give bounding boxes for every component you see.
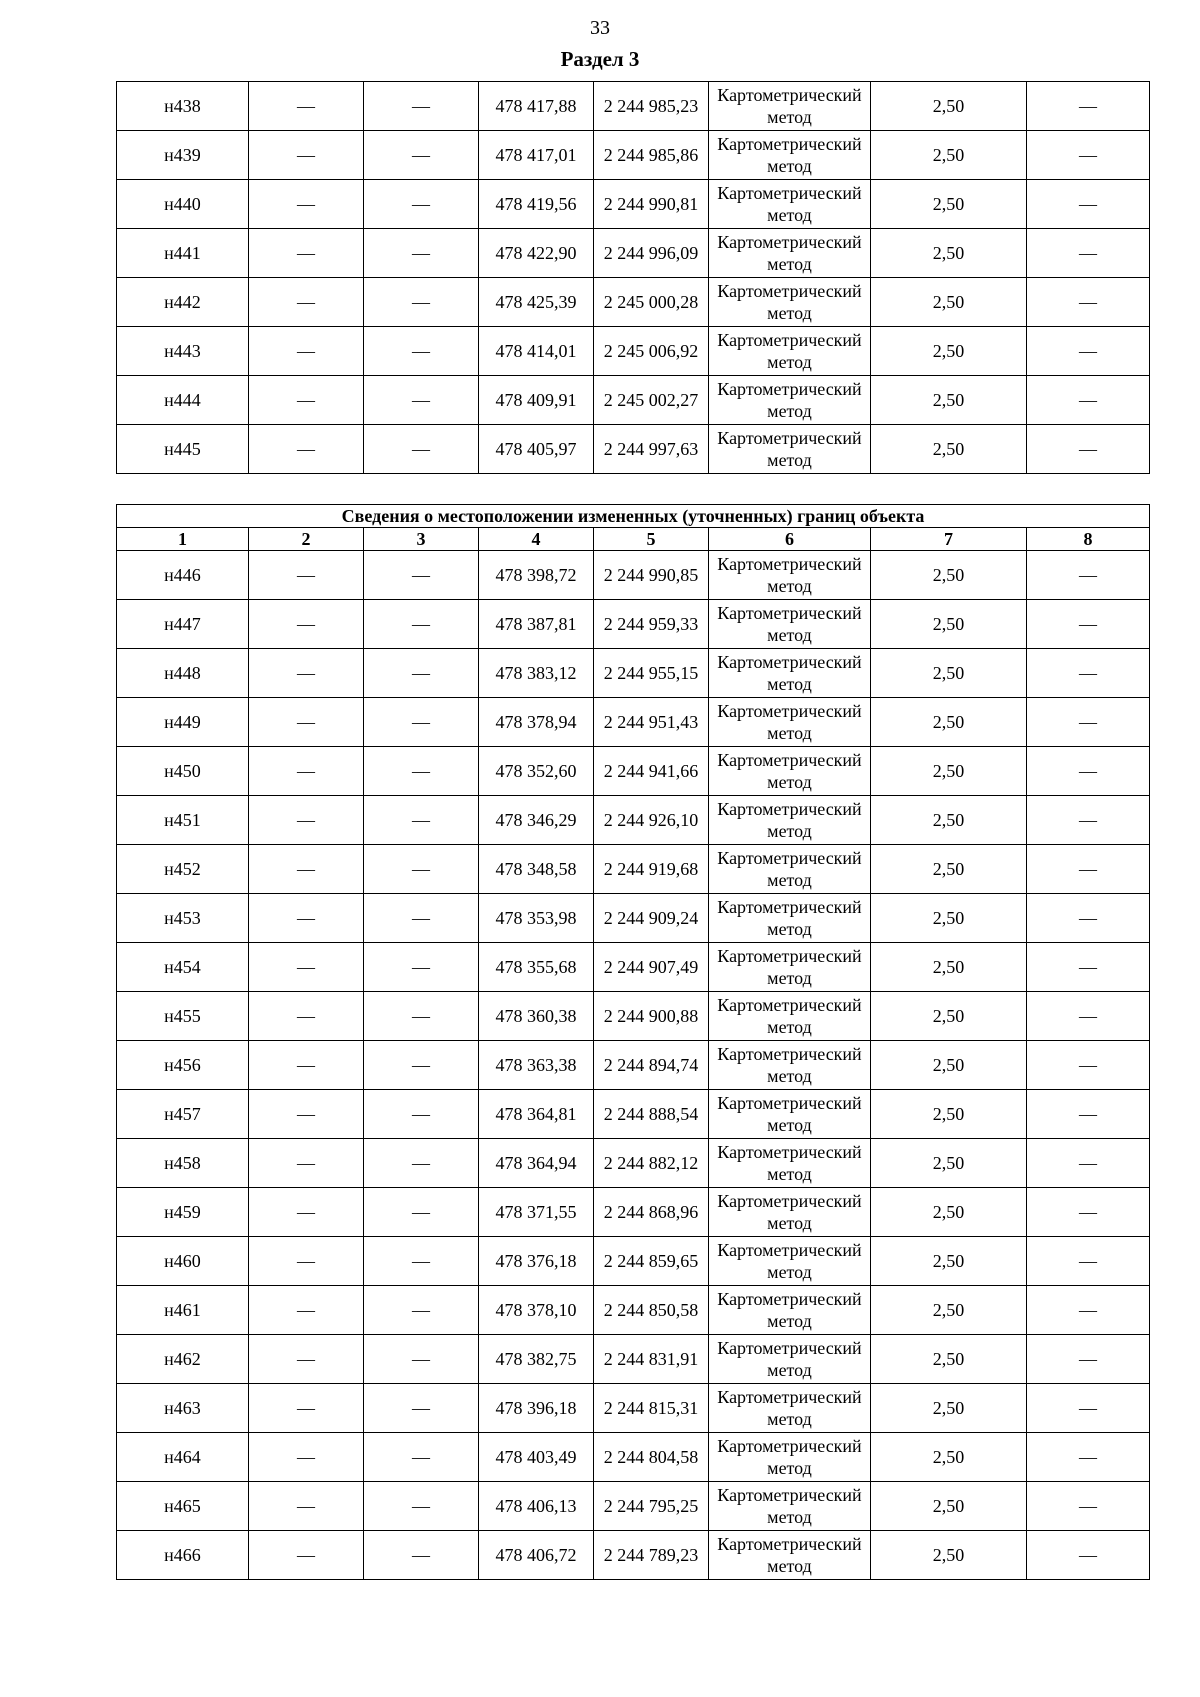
x-coordinate-cell: 478 387,81: [479, 600, 594, 649]
method-cell: Картометрический метод: [709, 1335, 871, 1384]
method-cell: Картометрический метод: [709, 1482, 871, 1531]
column-2-cell: —: [249, 1041, 364, 1090]
y-coordinate-cell: 2 244 804,58: [594, 1433, 709, 1482]
method-cell: Картометрический метод: [709, 425, 871, 474]
accuracy-cell: 2,50: [871, 278, 1027, 327]
column-2-cell: —: [249, 131, 364, 180]
point-number-cell: н451: [117, 796, 249, 845]
column-2-cell: —: [249, 551, 364, 600]
table2-header: [117, 505, 1150, 551]
accuracy-cell: 2,50: [871, 1384, 1027, 1433]
accuracy-cell: 2,50: [871, 180, 1027, 229]
table-row: [117, 278, 1150, 327]
column-2-cell: —: [249, 943, 364, 992]
table-row: [117, 600, 1150, 649]
column-2-cell: —: [249, 278, 364, 327]
point-number-cell: н449: [117, 698, 249, 747]
y-coordinate-cell: 2 245 006,92: [594, 327, 709, 376]
y-coordinate-cell: 2 244 985,23: [594, 82, 709, 131]
page-number: 33: [590, 17, 610, 39]
x-coordinate-cell: 478 355,68: [479, 943, 594, 992]
y-coordinate-cell: 2 244 888,54: [594, 1090, 709, 1139]
table-row: [117, 1188, 1150, 1237]
table-row: [117, 376, 1150, 425]
x-coordinate-cell: 478 425,39: [479, 278, 594, 327]
point-number-cell: н445: [117, 425, 249, 474]
y-coordinate-cell: 2 244 919,68: [594, 845, 709, 894]
x-coordinate-cell: 478 353,98: [479, 894, 594, 943]
x-coordinate-cell: 478 409,91: [479, 376, 594, 425]
accuracy-cell: 2,50: [871, 1482, 1027, 1531]
y-coordinate-cell: 2 245 002,27: [594, 376, 709, 425]
x-coordinate-cell: 478 378,10: [479, 1286, 594, 1335]
column-8-cell: —: [1027, 1384, 1150, 1433]
y-coordinate-cell: 2 244 985,86: [594, 131, 709, 180]
accuracy-cell: 2,50: [871, 82, 1027, 131]
coordinates-table-continued: [116, 81, 1150, 474]
column-8-cell: —: [1027, 747, 1150, 796]
table2-body: [117, 551, 1150, 1580]
point-number-cell: н441: [117, 229, 249, 278]
column-3-cell: —: [364, 1531, 479, 1580]
point-number-cell: н446: [117, 551, 249, 600]
accuracy-cell: 2,50: [871, 327, 1027, 376]
point-number-cell: н457: [117, 1090, 249, 1139]
method-cell: Картометрический метод: [709, 229, 871, 278]
point-number-cell: н465: [117, 1482, 249, 1531]
column-2-cell: —: [249, 1384, 364, 1433]
column-number: 6: [709, 528, 871, 551]
point-number-cell: н454: [117, 943, 249, 992]
column-2-cell: —: [249, 992, 364, 1041]
column-2-cell: —: [249, 180, 364, 229]
column-8-cell: —: [1027, 943, 1150, 992]
point-number-cell: н443: [117, 327, 249, 376]
column-3-cell: —: [364, 131, 479, 180]
y-coordinate-cell: 2 244 926,10: [594, 796, 709, 845]
column-8-cell: —: [1027, 1139, 1150, 1188]
point-number-cell: н453: [117, 894, 249, 943]
y-coordinate-cell: 2 244 990,81: [594, 180, 709, 229]
accuracy-cell: 2,50: [871, 992, 1027, 1041]
column-3-cell: —: [364, 1090, 479, 1139]
x-coordinate-cell: 478 348,58: [479, 845, 594, 894]
column-3-cell: —: [364, 1433, 479, 1482]
x-coordinate-cell: 478 414,01: [479, 327, 594, 376]
point-number-cell: н455: [117, 992, 249, 1041]
x-coordinate-cell: 478 363,38: [479, 1041, 594, 1090]
x-coordinate-cell: 478 396,18: [479, 1384, 594, 1433]
column-2-cell: —: [249, 747, 364, 796]
y-coordinate-cell: 2 244 850,58: [594, 1286, 709, 1335]
accuracy-cell: 2,50: [871, 600, 1027, 649]
x-coordinate-cell: 478 352,60: [479, 747, 594, 796]
column-3-cell: —: [364, 649, 479, 698]
column-3-cell: —: [364, 229, 479, 278]
column-8-cell: —: [1027, 1531, 1150, 1580]
point-number-cell: н460: [117, 1237, 249, 1286]
column-8-cell: —: [1027, 229, 1150, 278]
table-row: [117, 425, 1150, 474]
column-8-cell: —: [1027, 1286, 1150, 1335]
method-cell: Картометрический метод: [709, 1188, 871, 1237]
x-coordinate-cell: 478 417,88: [479, 82, 594, 131]
accuracy-cell: 2,50: [871, 131, 1027, 180]
column-2-cell: —: [249, 1433, 364, 1482]
point-number-cell: н439: [117, 131, 249, 180]
y-coordinate-cell: 2 244 996,09: [594, 229, 709, 278]
x-coordinate-cell: 478 419,56: [479, 180, 594, 229]
method-cell: Картометрический метод: [709, 698, 871, 747]
column-3-cell: —: [364, 992, 479, 1041]
column-8-cell: —: [1027, 1090, 1150, 1139]
table-row: [117, 1335, 1150, 1384]
method-cell: Картометрический метод: [709, 1041, 871, 1090]
accuracy-cell: 2,50: [871, 845, 1027, 894]
table-row: [117, 551, 1150, 600]
column-number: 1: [117, 528, 249, 551]
table-row: [117, 1286, 1150, 1335]
column-8-cell: —: [1027, 1335, 1150, 1384]
column-2-cell: —: [249, 229, 364, 278]
column-8-cell: —: [1027, 1482, 1150, 1531]
method-cell: Картометрический метод: [709, 1090, 871, 1139]
y-coordinate-cell: 2 244 907,49: [594, 943, 709, 992]
y-coordinate-cell: 2 244 909,24: [594, 894, 709, 943]
y-coordinate-cell: 2 244 789,23: [594, 1531, 709, 1580]
table-row: [117, 1433, 1150, 1482]
accuracy-cell: 2,50: [871, 1139, 1027, 1188]
accuracy-cell: 2,50: [871, 894, 1027, 943]
method-cell: Картометрический метод: [709, 894, 871, 943]
column-2-cell: —: [249, 649, 364, 698]
y-coordinate-cell: 2 244 959,33: [594, 600, 709, 649]
table-row: [117, 943, 1150, 992]
column-8-cell: —: [1027, 278, 1150, 327]
table-row: [117, 1384, 1150, 1433]
method-cell: Картометрический метод: [709, 1286, 871, 1335]
column-3-cell: —: [364, 180, 479, 229]
column-2-cell: —: [249, 1090, 364, 1139]
column-3-cell: —: [364, 943, 479, 992]
x-coordinate-cell: 478 422,90: [479, 229, 594, 278]
method-cell: Картометрический метод: [709, 180, 871, 229]
x-coordinate-cell: 478 346,29: [479, 796, 594, 845]
column-3-cell: —: [364, 600, 479, 649]
table-row: [117, 845, 1150, 894]
x-coordinate-cell: 478 364,81: [479, 1090, 594, 1139]
column-3-cell: —: [364, 796, 479, 845]
method-cell: Картометрический метод: [709, 1237, 871, 1286]
column-2-cell: —: [249, 600, 364, 649]
method-cell: Картометрический метод: [709, 747, 871, 796]
y-coordinate-cell: 2 244 868,96: [594, 1188, 709, 1237]
method-cell: Картометрический метод: [709, 1433, 871, 1482]
x-coordinate-cell: 478 371,55: [479, 1188, 594, 1237]
column-3-cell: —: [364, 1188, 479, 1237]
table-row: [117, 1237, 1150, 1286]
table-row: [117, 992, 1150, 1041]
x-coordinate-cell: 478 398,72: [479, 551, 594, 600]
column-2-cell: —: [249, 82, 364, 131]
y-coordinate-cell: 2 244 951,43: [594, 698, 709, 747]
column-8-cell: —: [1027, 1188, 1150, 1237]
column-3-cell: —: [364, 1041, 479, 1090]
method-cell: Картометрический метод: [709, 376, 871, 425]
table-row: [117, 796, 1150, 845]
column-2-cell: —: [249, 796, 364, 845]
column-2-cell: —: [249, 1482, 364, 1531]
column-3-cell: —: [364, 278, 479, 327]
column-2-cell: —: [249, 425, 364, 474]
point-number-cell: н444: [117, 376, 249, 425]
table-row: [117, 1041, 1150, 1090]
table-row: [117, 82, 1150, 131]
column-8-cell: —: [1027, 1041, 1150, 1090]
table-row: [117, 1139, 1150, 1188]
column-3-cell: —: [364, 425, 479, 474]
method-cell: Картометрический метод: [709, 278, 871, 327]
table-row: [117, 698, 1150, 747]
method-cell: Картометрический метод: [709, 992, 871, 1041]
column-3-cell: —: [364, 894, 479, 943]
column-number: 2: [249, 528, 364, 551]
column-8-cell: —: [1027, 82, 1150, 131]
column-8-cell: —: [1027, 1237, 1150, 1286]
method-cell: Картометрический метод: [709, 649, 871, 698]
column-8-cell: —: [1027, 649, 1150, 698]
point-number-cell: н466: [117, 1531, 249, 1580]
column-8-cell: —: [1027, 551, 1150, 600]
table-row: [117, 180, 1150, 229]
column-number: 8: [1027, 528, 1150, 551]
column-8-cell: —: [1027, 992, 1150, 1041]
column-3-cell: —: [364, 845, 479, 894]
point-number-cell: н452: [117, 845, 249, 894]
section-title: Раздел 3: [560, 47, 640, 71]
table-caption: Сведения о местоположении измененных (уточненных) границ объекта: [117, 505, 1150, 528]
column-8-cell: —: [1027, 894, 1150, 943]
table-row: [117, 649, 1150, 698]
x-coordinate-cell: 478 403,49: [479, 1433, 594, 1482]
column-2-cell: —: [249, 894, 364, 943]
accuracy-cell: 2,50: [871, 1090, 1027, 1139]
point-number-cell: н447: [117, 600, 249, 649]
column-number: 7: [871, 528, 1027, 551]
column-2-cell: —: [249, 1531, 364, 1580]
x-coordinate-cell: 478 364,94: [479, 1139, 594, 1188]
y-coordinate-cell: 2 244 997,63: [594, 425, 709, 474]
y-coordinate-cell: 2 244 900,88: [594, 992, 709, 1041]
point-number-cell: н450: [117, 747, 249, 796]
method-cell: Картометрический метод: [709, 943, 871, 992]
column-8-cell: —: [1027, 698, 1150, 747]
x-coordinate-cell: 478 406,72: [479, 1531, 594, 1580]
column-number: 4: [479, 528, 594, 551]
y-coordinate-cell: 2 244 815,31: [594, 1384, 709, 1433]
table-row: [117, 747, 1150, 796]
accuracy-cell: 2,50: [871, 698, 1027, 747]
x-coordinate-cell: 478 406,13: [479, 1482, 594, 1531]
method-cell: Картометрический метод: [709, 600, 871, 649]
y-coordinate-cell: 2 244 831,91: [594, 1335, 709, 1384]
y-coordinate-cell: 2 244 955,15: [594, 649, 709, 698]
point-number-cell: н456: [117, 1041, 249, 1090]
y-coordinate-cell: 2 244 990,85: [594, 551, 709, 600]
x-coordinate-cell: 478 383,12: [479, 649, 594, 698]
column-2-cell: —: [249, 1188, 364, 1237]
column-3-cell: —: [364, 327, 479, 376]
accuracy-cell: 2,50: [871, 551, 1027, 600]
column-8-cell: —: [1027, 131, 1150, 180]
table-row: [117, 327, 1150, 376]
y-coordinate-cell: 2 245 000,28: [594, 278, 709, 327]
x-coordinate-cell: 478 382,75: [479, 1335, 594, 1384]
accuracy-cell: 2,50: [871, 649, 1027, 698]
y-coordinate-cell: 2 244 859,65: [594, 1237, 709, 1286]
accuracy-cell: 2,50: [871, 1041, 1027, 1090]
column-8-cell: —: [1027, 425, 1150, 474]
column-2-cell: —: [249, 1237, 364, 1286]
accuracy-cell: 2,50: [871, 425, 1027, 474]
column-number: 3: [364, 528, 479, 551]
column-2-cell: —: [249, 1139, 364, 1188]
column-8-cell: —: [1027, 376, 1150, 425]
table-row: [117, 131, 1150, 180]
column-2-cell: —: [249, 376, 364, 425]
y-coordinate-cell: 2 244 882,12: [594, 1139, 709, 1188]
x-coordinate-cell: 478 417,01: [479, 131, 594, 180]
column-8-cell: —: [1027, 180, 1150, 229]
table-row: [117, 1482, 1150, 1531]
table-row: [117, 1090, 1150, 1139]
accuracy-cell: 2,50: [871, 1286, 1027, 1335]
accuracy-cell: 2,50: [871, 1433, 1027, 1482]
method-cell: Картометрический метод: [709, 327, 871, 376]
y-coordinate-cell: 2 244 941,66: [594, 747, 709, 796]
column-3-cell: —: [364, 1384, 479, 1433]
x-coordinate-cell: 478 378,94: [479, 698, 594, 747]
column-3-cell: —: [364, 747, 479, 796]
column-3-cell: —: [364, 1139, 479, 1188]
accuracy-cell: 2,50: [871, 1188, 1027, 1237]
method-cell: Картометрический метод: [709, 82, 871, 131]
column-3-cell: —: [364, 1335, 479, 1384]
point-number-cell: н462: [117, 1335, 249, 1384]
accuracy-cell: 2,50: [871, 229, 1027, 278]
column-8-cell: —: [1027, 1433, 1150, 1482]
point-number-cell: н461: [117, 1286, 249, 1335]
y-coordinate-cell: 2 244 795,25: [594, 1482, 709, 1531]
table-row: [117, 894, 1150, 943]
table-row: [117, 229, 1150, 278]
column-3-cell: —: [364, 82, 479, 131]
accuracy-cell: 2,50: [871, 1237, 1027, 1286]
column-2-cell: —: [249, 698, 364, 747]
x-coordinate-cell: 478 376,18: [479, 1237, 594, 1286]
table1-body: [117, 82, 1150, 474]
method-cell: Картометрический метод: [709, 1384, 871, 1433]
column-number: 5: [594, 528, 709, 551]
accuracy-cell: 2,50: [871, 796, 1027, 845]
column-8-cell: —: [1027, 845, 1150, 894]
accuracy-cell: 2,50: [871, 1335, 1027, 1384]
column-3-cell: —: [364, 698, 479, 747]
accuracy-cell: 2,50: [871, 747, 1027, 796]
column-8-cell: —: [1027, 327, 1150, 376]
point-number-cell: н442: [117, 278, 249, 327]
x-coordinate-cell: 478 360,38: [479, 992, 594, 1041]
point-number-cell: н464: [117, 1433, 249, 1482]
column-2-cell: —: [249, 327, 364, 376]
point-number-cell: н440: [117, 180, 249, 229]
table-row: [117, 1531, 1150, 1580]
column-2-cell: —: [249, 1286, 364, 1335]
method-cell: Картометрический метод: [709, 845, 871, 894]
column-3-cell: —: [364, 551, 479, 600]
accuracy-cell: 2,50: [871, 943, 1027, 992]
column-8-cell: —: [1027, 600, 1150, 649]
method-cell: Картометрический метод: [709, 551, 871, 600]
method-cell: Картометрический метод: [709, 796, 871, 845]
point-number-cell: н458: [117, 1139, 249, 1188]
method-cell: Картометрический метод: [709, 1139, 871, 1188]
column-2-cell: —: [249, 1335, 364, 1384]
x-coordinate-cell: 478 405,97: [479, 425, 594, 474]
column-3-cell: —: [364, 1482, 479, 1531]
column-8-cell: —: [1027, 796, 1150, 845]
column-3-cell: —: [364, 1237, 479, 1286]
column-3-cell: —: [364, 1286, 479, 1335]
point-number-cell: н463: [117, 1384, 249, 1433]
column-number-row: [117, 528, 1150, 551]
accuracy-cell: 2,50: [871, 1531, 1027, 1580]
column-3-cell: —: [364, 376, 479, 425]
accuracy-cell: 2,50: [871, 376, 1027, 425]
method-cell: Картометрический метод: [709, 131, 871, 180]
point-number-cell: н459: [117, 1188, 249, 1237]
changed-boundaries-table: [116, 504, 1150, 1580]
y-coordinate-cell: 2 244 894,74: [594, 1041, 709, 1090]
point-number-cell: н438: [117, 82, 249, 131]
column-2-cell: —: [249, 845, 364, 894]
method-cell: Картометрический метод: [709, 1531, 871, 1580]
point-number-cell: н448: [117, 649, 249, 698]
